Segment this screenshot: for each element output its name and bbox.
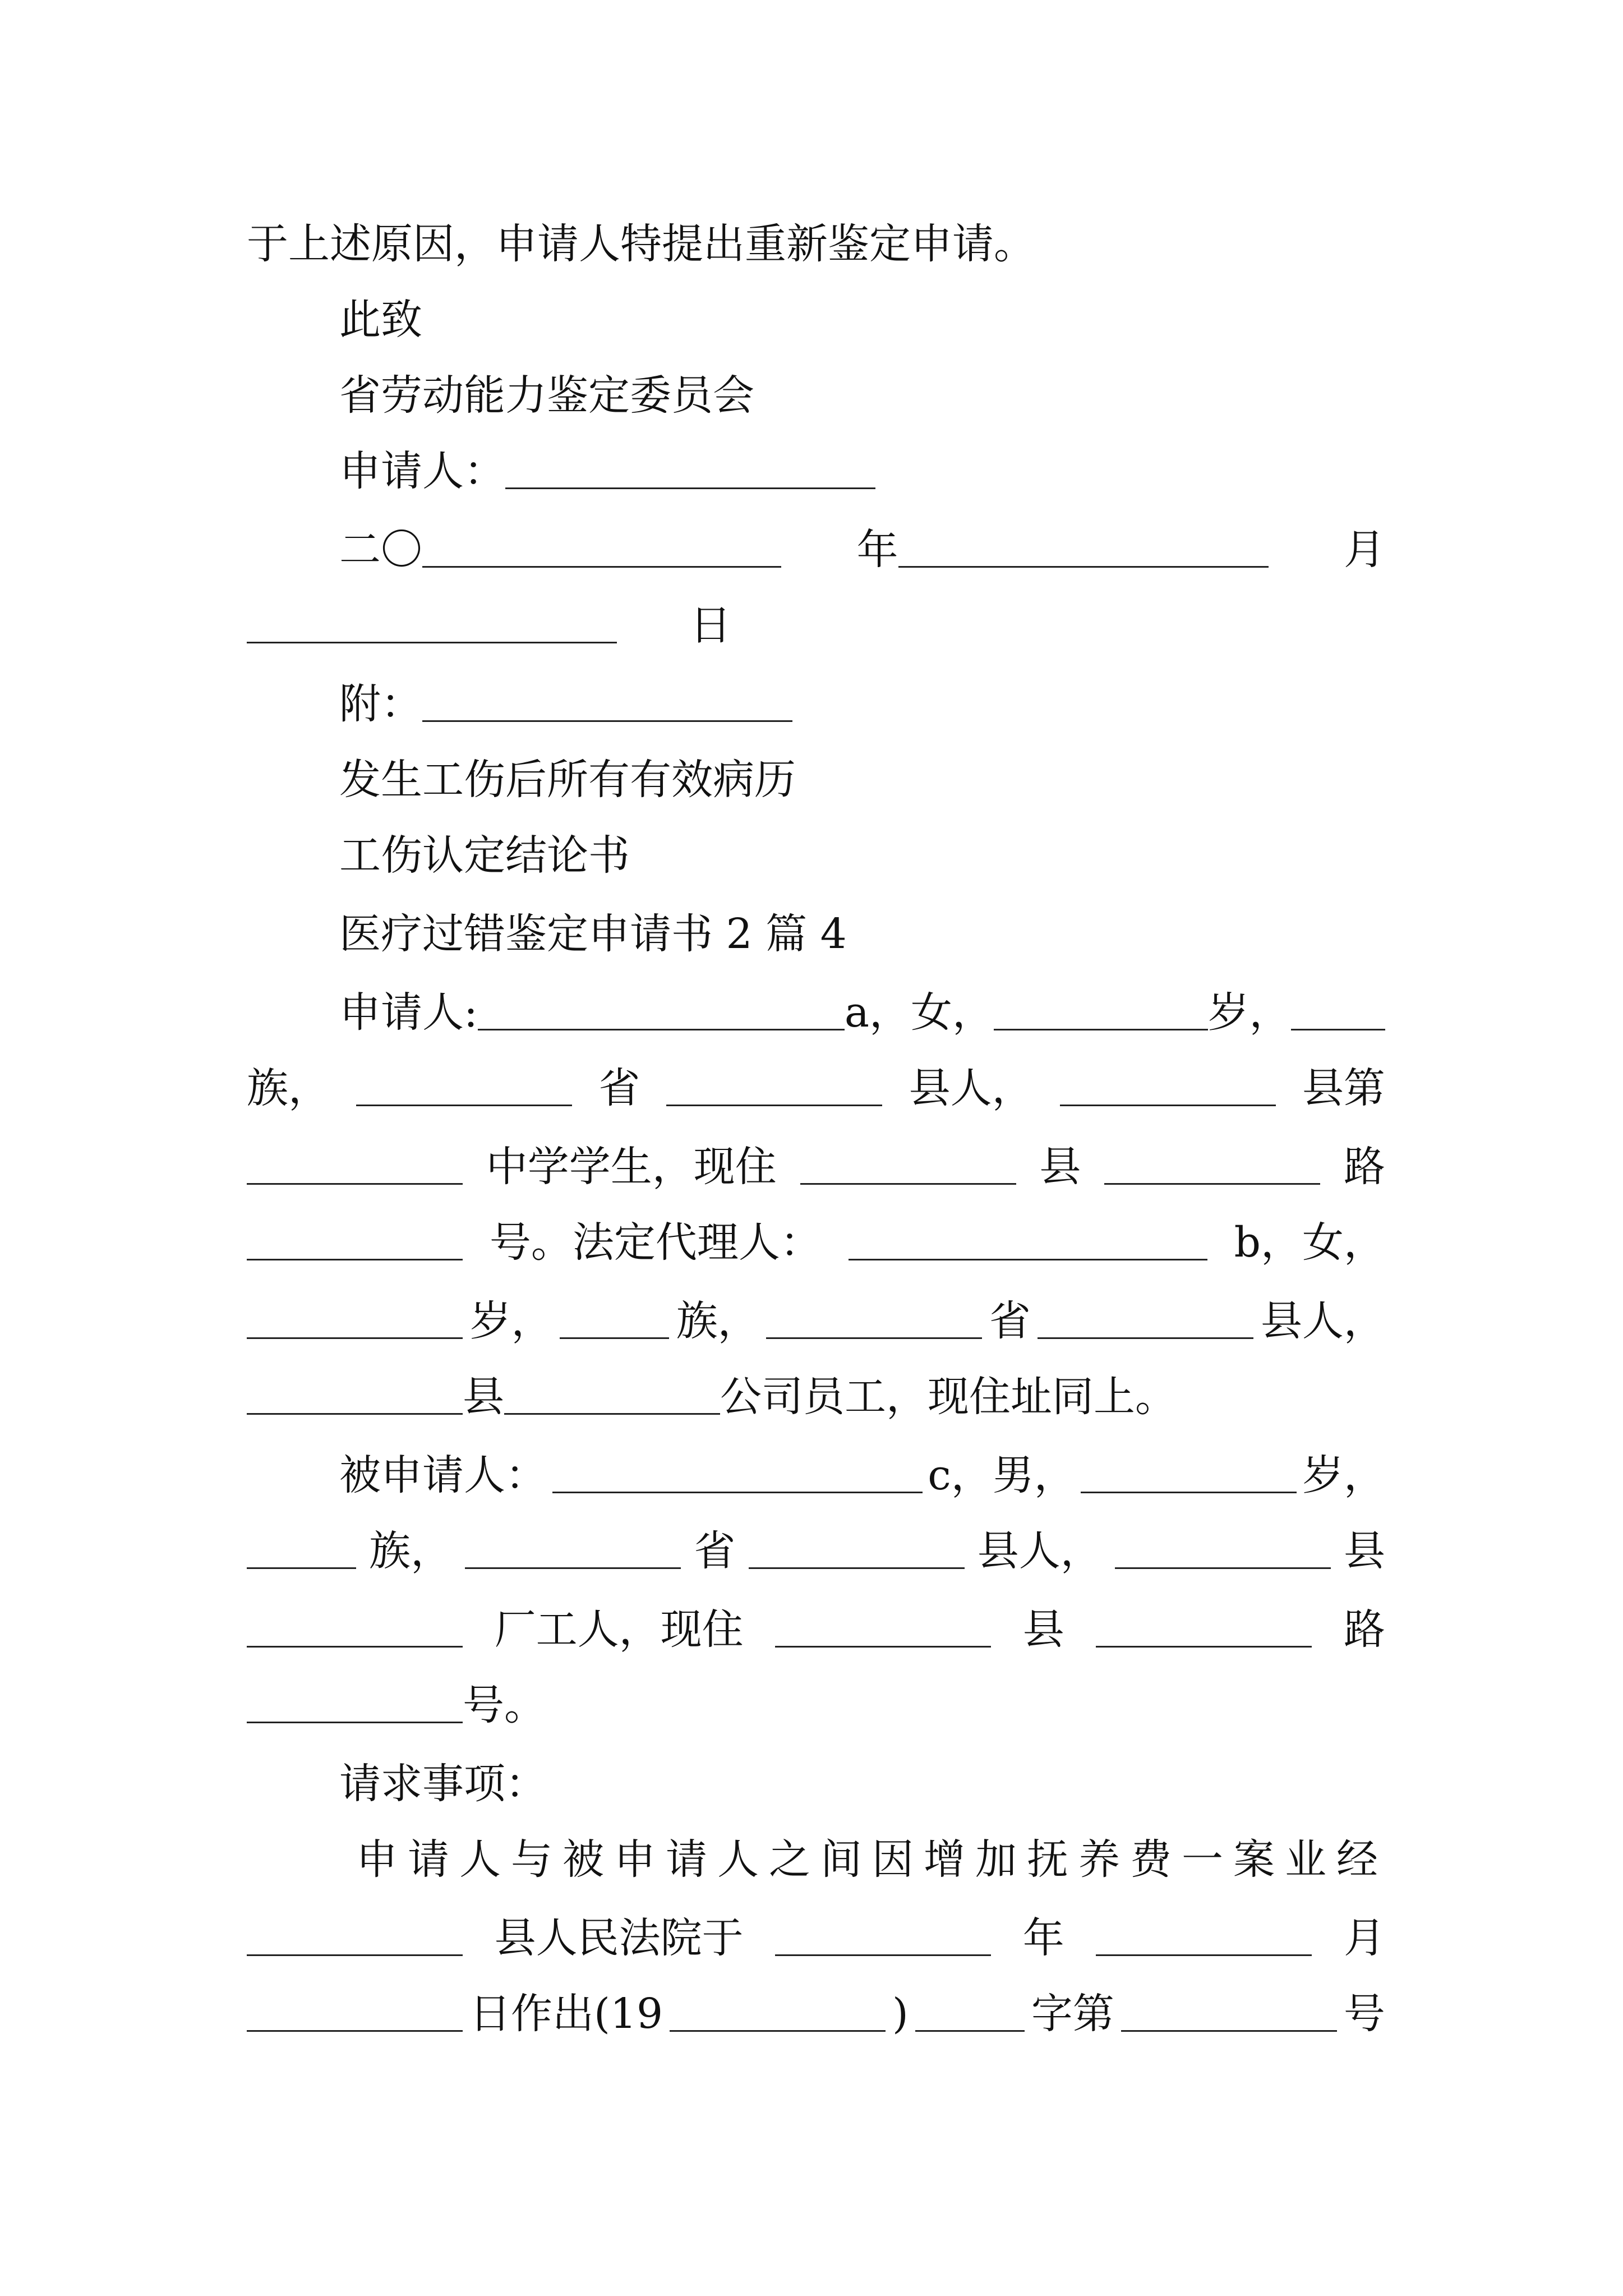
text-line-24	[247, 1980, 1385, 2047]
text-line-7	[247, 670, 1385, 738]
day-blank	[247, 608, 617, 643]
blank	[915, 1996, 1025, 2032]
blank	[1115, 1534, 1331, 1569]
blank	[775, 1921, 991, 1956]
text-line-1	[247, 210, 1385, 278]
text-segment: 厂工人，现住	[494, 1605, 744, 1654]
blank	[1121, 1996, 1337, 2032]
text-segment: 县	[463, 1373, 504, 1421]
text-segment: 族，	[676, 1297, 759, 1345]
year-label: 年	[856, 526, 898, 574]
blank	[247, 1612, 463, 1648]
blank	[994, 995, 1208, 1030]
text-segment: 号	[1343, 1990, 1385, 2038]
text-segment: 县人，	[977, 1527, 1102, 1575]
text-segment: 字第	[1031, 1990, 1114, 2038]
month-blank	[898, 532, 1269, 568]
blank	[1038, 1304, 1253, 1339]
salutation: 此致	[339, 296, 422, 344]
text-segment: a，女，	[844, 988, 994, 1037]
blank	[749, 1534, 965, 1569]
text-segment: 县	[1039, 1143, 1081, 1191]
month-label: 月	[1344, 526, 1385, 574]
text-segment: 中学学生，现住	[486, 1143, 777, 1191]
text-line-10	[247, 900, 1385, 968]
blank	[247, 1225, 463, 1260]
text-line-4	[247, 438, 1385, 505]
text-segment: 路	[1343, 1605, 1385, 1654]
text-segment: )	[892, 1990, 909, 2038]
text-line-23	[247, 1904, 1385, 1972]
blank	[1096, 1921, 1312, 1956]
section-title: 医疗过错鉴定申请书 2 篇 4	[339, 910, 847, 958]
blank	[1081, 1458, 1297, 1493]
applicant-label: 申请人:	[339, 988, 478, 1037]
blank	[247, 1534, 356, 1569]
text-segment: 日作出(19	[469, 1990, 663, 2038]
text-line-13	[247, 1133, 1385, 1200]
blank	[775, 1612, 991, 1648]
text-segment: 公司员工，现住址同上。	[720, 1373, 1177, 1421]
text-segment: 省	[694, 1527, 736, 1575]
text-line-14	[247, 1209, 1385, 1276]
paragraph-text: 申请人与被申请人之间因增加抚养费一案业经	[356, 1835, 1388, 1884]
text-segment: 县人，	[909, 1064, 1034, 1112]
text-segment: 省	[989, 1297, 1031, 1345]
blank	[504, 1379, 720, 1415]
addressee: 省劳动能力鉴定委员会	[339, 371, 754, 420]
blank	[465, 1534, 681, 1569]
blank	[478, 995, 845, 1030]
respondent-label: 被申请人：	[339, 1451, 547, 1499]
text-segment: 县人，	[1260, 1297, 1385, 1345]
text-segment: 号。法定代理人：	[489, 1218, 822, 1267]
text-line-18	[247, 1517, 1385, 1585]
blank	[800, 1149, 1016, 1185]
text-segment: 路	[1343, 1143, 1385, 1191]
text-line-12	[247, 1055, 1385, 1122]
text-line-8	[247, 746, 1385, 813]
blank	[552, 1458, 923, 1493]
day-label: 日	[690, 601, 731, 650]
blank	[560, 1304, 669, 1339]
attachment-item-1: 发生工伤后所有有效病历	[339, 756, 796, 804]
paragraph-text: 于上述原因，申请人特提出重新鉴定申请。	[247, 220, 1035, 268]
text-segment: 月	[1343, 1914, 1385, 1962]
text-line-20	[247, 1672, 1385, 1739]
date-prefix: 二〇	[339, 526, 422, 574]
blank	[1104, 1149, 1320, 1185]
blank	[247, 1304, 463, 1339]
year-blank	[422, 532, 781, 568]
text-segment: 县	[1022, 1605, 1064, 1654]
text-segment: 岁，	[1302, 1451, 1385, 1499]
text-line-2	[247, 286, 1385, 353]
blank	[849, 1225, 1207, 1260]
blank	[1060, 1071, 1276, 1106]
text-segment: 县人民法院于	[494, 1914, 744, 1962]
text-segment: 省	[598, 1064, 640, 1112]
blank	[356, 1071, 572, 1106]
attachment-label: 附：	[339, 680, 422, 728]
text-line-17	[247, 1442, 1385, 1509]
heading-request: 请求事项：	[339, 1760, 547, 1808]
text-line-22	[247, 1826, 1388, 1893]
blank	[666, 1071, 882, 1106]
text-segment: 岁，	[1207, 988, 1291, 1037]
blank	[766, 1304, 982, 1339]
blank	[670, 1996, 886, 2032]
text-line-6	[247, 592, 1385, 659]
blank	[247, 1921, 463, 1956]
text-segment: 岁，	[469, 1297, 553, 1345]
text-segment: 县	[1343, 1527, 1385, 1575]
text-segment: b，女，	[1234, 1218, 1385, 1267]
attachment-blank	[422, 687, 792, 722]
text-line-11	[247, 979, 1385, 1046]
text-segment: 年	[1022, 1914, 1064, 1962]
blank	[247, 1379, 463, 1415]
applicant-label: 申请人：	[339, 447, 505, 495]
blank	[247, 1688, 463, 1723]
text-line-16	[247, 1363, 1385, 1430]
blank	[1291, 995, 1385, 1030]
text-segment: c，男，	[928, 1451, 1076, 1499]
text-segment: 号。	[463, 1681, 546, 1729]
applicant-blank	[505, 454, 875, 489]
attachment-item-2: 工伤认定结论书	[339, 831, 630, 880]
text-segment: 族，	[369, 1527, 453, 1575]
blank	[247, 1149, 463, 1185]
text-line-5	[247, 516, 1385, 583]
text-line-19	[247, 1596, 1385, 1663]
text-line-3	[247, 362, 1385, 429]
text-line-21	[247, 1750, 1385, 1818]
blank	[1096, 1612, 1312, 1648]
text-line-9	[247, 822, 1385, 889]
text-segment: 县第	[1302, 1064, 1385, 1112]
text-segment: 族，	[247, 1064, 330, 1112]
text-line-15	[247, 1287, 1385, 1355]
blank	[247, 1996, 463, 2032]
